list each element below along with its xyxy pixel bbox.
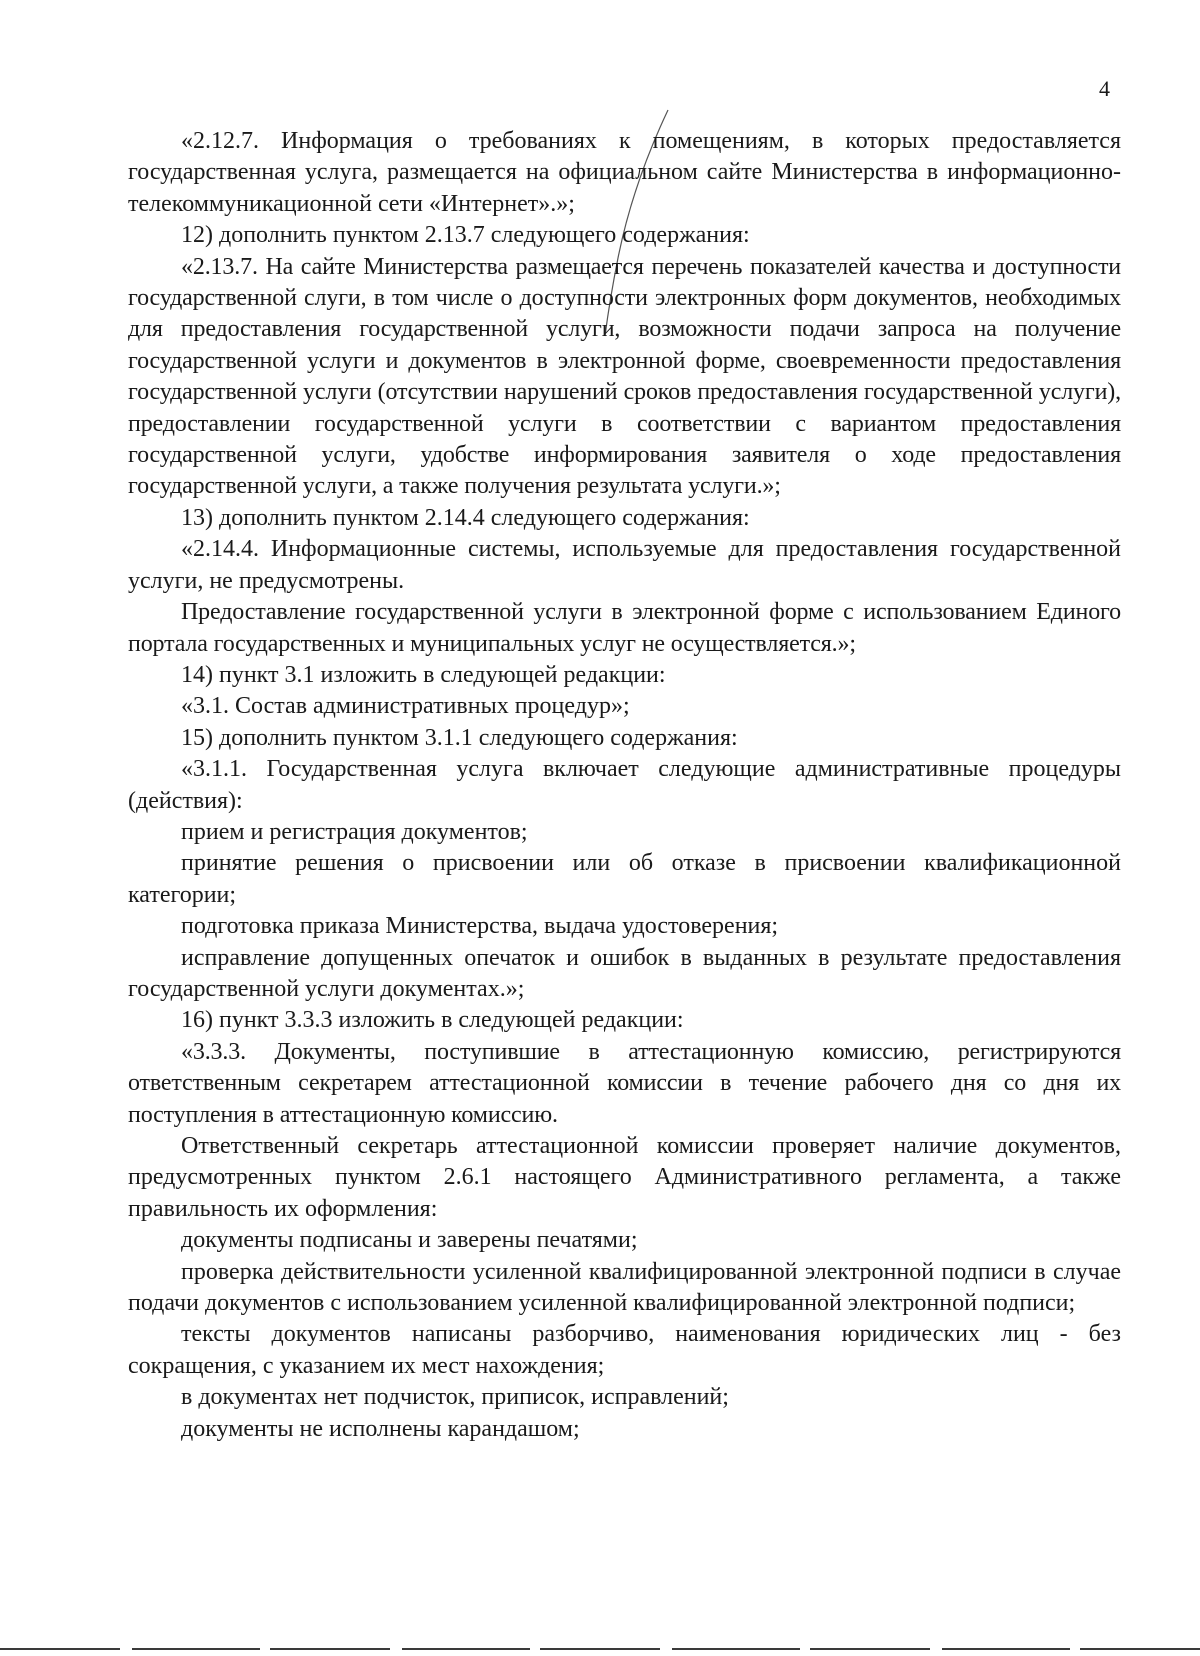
paragraph: 12) дополнить пунктом 2.13.7 следующего содержания: <box>181 222 750 249</box>
paragraph: Ответственный секретарь аттестационной комиссии проверяет наличие документов, предусмотренных пунктом 2.6.1 настоящего Административного регламента, а также правильность их оформления: <box>128 1133 1121 1222</box>
paragraph: «3.1.1. Государственная услуга включает следующие административные процедуры (действия): <box>128 756 1121 814</box>
paragraph: 15) дополнить пунктом 3.1.1 следующего содержания: <box>181 724 738 751</box>
paragraph: «2.12.7. Информация о требованиях к помещениям, в которых предоставляется государственная услуга, размещается на официальном сайте Министерства в информационно-телекоммуникационной сети «Интернет».»; <box>128 128 1121 217</box>
paragraph: документы подписаны и заверены печатями; <box>181 1227 638 1254</box>
paragraph: 16) пункт 3.3.3 изложить в следующей редакции: <box>181 1007 684 1034</box>
page-number: 4 <box>1099 76 1110 101</box>
paragraph: в документах нет подчисток, приписок, исправлений; <box>181 1384 729 1411</box>
document-body <box>128 126 1121 1445</box>
paragraph: проверка действительности усиленной квалифицированной электронной подписи в случае подачи документов с использованием усиленной квалифицированной электронной подписи; <box>128 1258 1121 1317</box>
paragraph: «2.14.4. Информационные системы, используемые для предоставления государственной услуги, не предусмотрены. <box>128 536 1121 594</box>
paragraph: «3.1. Состав административных процедур»; <box>181 693 630 720</box>
paragraph: «2.13.7. На сайте Министерства размещается перечень показателей качества и доступности государственной слуги, в том числе о доступности электронных форм документов, необходимых для предоставления государственной услуги, возможности подачи запроса на получение государственной услуги и документов в электронной форме, своевременности предоставления государственной услуги (отсутствии нарушений сроков предоставления государственной услуги), предоставлении государственной услуги в соответствии с вариантом предоставления государственной услуги, удобстве информирования заявителя о ходе предоставления государственной услуги, а также получения результата услуги.»; <box>128 253 1121 500</box>
paragraph: документы не исполнены карандашом; <box>181 1415 580 1442</box>
paragraph: принятие решения о присвоении или об отказе в присвоении квалификационной категории; <box>128 850 1121 908</box>
scan-edge-line <box>0 1648 1200 1650</box>
paragraph: исправление допущенных опечаток и ошибок в выданных в результате предоставления государственной услуги документах.»; <box>128 944 1121 1002</box>
paragraph: «3.3.3. Документы, поступившие в аттестационную комиссию, регистрируются ответственным секретарем аттестационной комиссии в течение рабочего дня со дня их поступления в аттестационную комиссию. <box>128 1038 1121 1128</box>
paragraph: подготовка приказа Министерства, выдача удостоверения; <box>181 913 779 940</box>
paragraph: тексты документов написаны разборчиво, наименования юридических лиц - без сокращения, с указанием их мест нахождения; <box>128 1321 1121 1379</box>
paragraph: 14) пункт 3.1 изложить в следующей редакции: <box>181 661 666 688</box>
paragraph: 13) дополнить пунктом 2.14.4 следующего содержания: <box>181 504 750 531</box>
paragraph: Предоставление государственной услуги в электронной форме с использованием Единого портала государственных и муниципальных услуг не осуществляется.»; <box>128 599 1121 657</box>
paragraph: прием и регистрация документов; <box>181 818 528 845</box>
